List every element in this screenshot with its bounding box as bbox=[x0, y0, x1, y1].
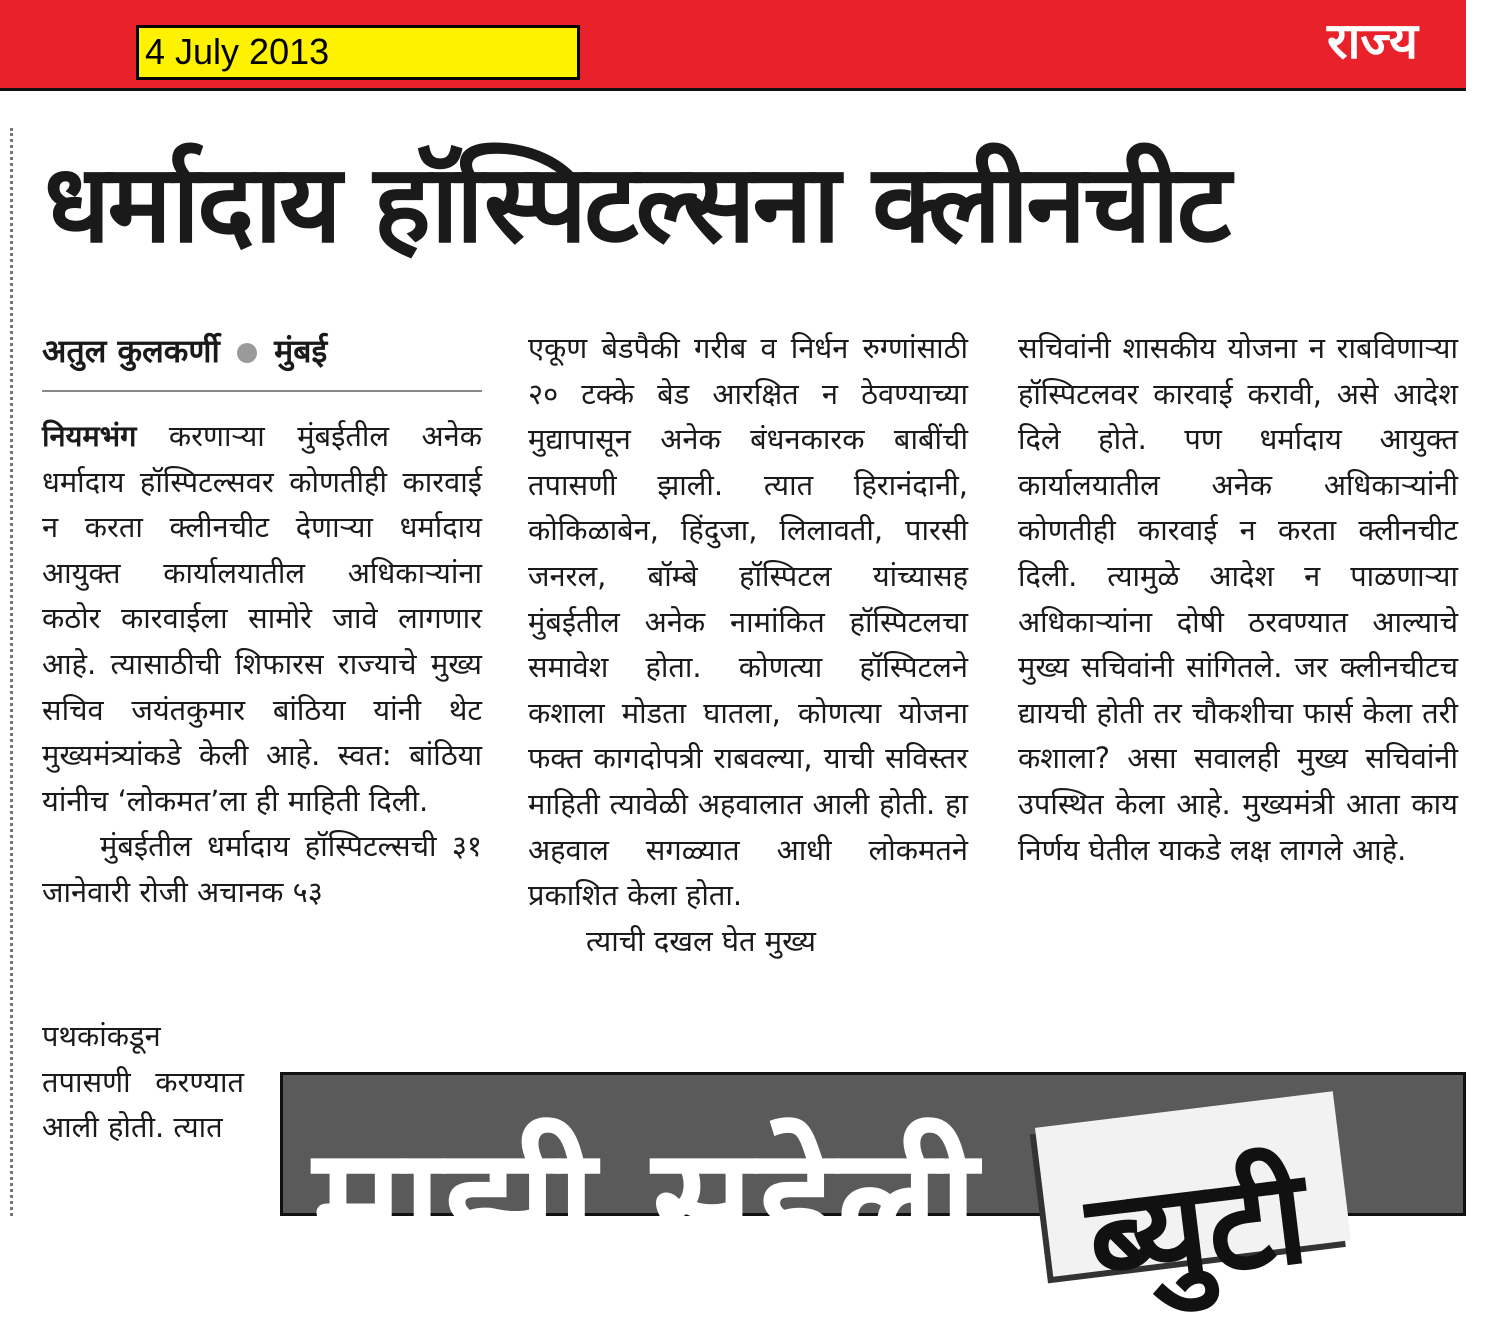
byline-divider bbox=[42, 390, 482, 392]
paragraph: एकूण बेडपैकी गरीब व निर्धन रुग्णांसाठी २० टक्के बेड आरक्षित न ठेवण्याच्या मुद्यापासून अनेक बंधनकारक बाबींची तपासणी झाली. त्यात हिरानंदानी, कोकिळाबेन, हिंदुजा, लिलावती, पारसी जनरल, बॉम्बे हॉस्पिटल यांच्यासह मुंबईतील अनेक नामांकित हॉस्पिटलचा समावेश होता. कोणत्या हॉस्पिटलने कशाला मोडता घातला, कोणत्या योजना फक्त कागदोपत्री राबवल्या, याची सविस्तर माहिती त्यावेळी अहवालात आली होती. हा अहवाल सगळ्यात आधी लोकमतने प्रकाशित केला होता. bbox=[528, 331, 968, 913]
paragraph: मुंबईतील धर्मादाय हॉस्पिटल्सची ३१ जानेवारी रोजी अचानक ५३ bbox=[42, 829, 482, 909]
promo-title: माझी सहेली bbox=[313, 1116, 980, 1290]
promo-badge-text: ब्युटी bbox=[1080, 1140, 1316, 1318]
dateline-city: मुंबई bbox=[274, 332, 328, 370]
paragraph-text: करणाऱ्या मुंबईतील अनेक धर्मादाय हॉस्पिटल्सवर कोणतीही कारवाई न करता क्लीनचीट देणाऱ्या धर्मादाय आयुक्त कार्यालयातील अधिकाऱ्यांना कठोर कारवाईला सामोरे जावे लागणार आहे. त्यासाठीची शिफारस राज्याचे मुख्य सचिव जयंतकुमार बांठिया यांनी थेट मुख्यमंत्र्यांकडे केली आहे. स्वत: बांठिया यांनीच ‘लोकमत’ला ही माहिती दिली. bbox=[42, 419, 482, 818]
article-column-3 bbox=[1018, 326, 1458, 873]
author-name: अतुल कुलकर्णी bbox=[42, 332, 220, 370]
paragraph: पथकांकडून तपासणी करण्यात आली होती. त्यात bbox=[42, 1019, 244, 1145]
lead-word: नियमभंग bbox=[42, 419, 137, 453]
section-title: राज्य bbox=[1327, 12, 1418, 70]
promo-banner[interactable] bbox=[280, 1072, 1466, 1318]
article-column-1-continued bbox=[42, 1014, 244, 1151]
column-divider bbox=[10, 128, 13, 1216]
section-banner bbox=[0, 0, 1466, 91]
article-column-2 bbox=[528, 326, 968, 964]
publication-date: 4 July 2013 bbox=[136, 25, 580, 80]
bullet-icon bbox=[237, 343, 257, 363]
paragraph bbox=[42, 414, 482, 824]
byline bbox=[42, 326, 482, 376]
paragraph: त्याची दखल घेत मुख्य bbox=[586, 923, 816, 958]
paragraph: सचिवांनी शासकीय योजना न राबविणाऱ्या हॉस्पिटलवर कारवाई करावी, असे आदेश दिले होते. पण धर्मादाय आयुक्त कार्यालयातील अनेक अधिकाऱ्यांनी कोणतीही कारवाई न करता क्लीनचीट दिली. त्यामुळे आदेश न पाळणाऱ्या अधिकाऱ्यांना दोषी ठरवण्यात आल्याचे मुख्य सचिवांनी सांगितले. जर क्लीनचीटच द्यायची होती तर चौकशीचा फार्स केला तरी कशाला? असा सवालही मुख्य सचिवांनी उपस्थित केला आहे. मुख्यमंत्री आता काय निर्णय घेतील याकडे लक्ष लागले आहे. bbox=[1018, 331, 1458, 867]
article-headline: धर्मादाय हॉस्पिटल्सना क्लीनचीट bbox=[44, 142, 1229, 267]
promo-badge bbox=[1035, 1091, 1351, 1318]
article-column-1 bbox=[42, 414, 482, 916]
